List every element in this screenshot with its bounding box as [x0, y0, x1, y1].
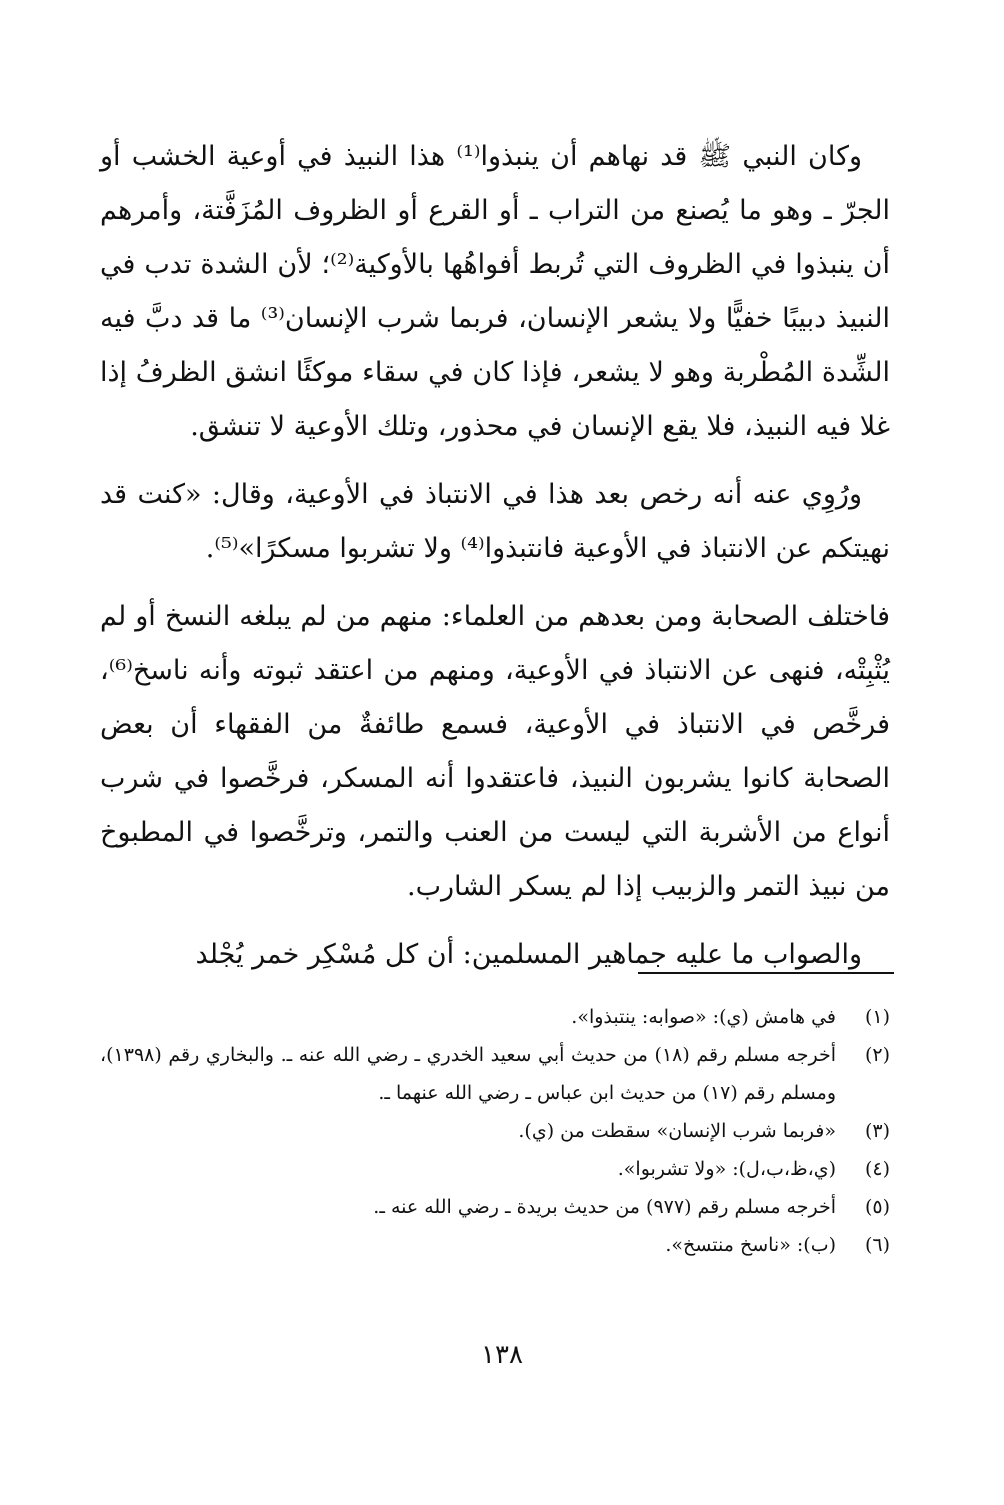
footnote-1 [100, 998, 890, 1036]
footnotes [100, 998, 890, 1264]
footnote-2 [100, 1036, 890, 1112]
footnote-text: أخرجه مسلم رقم (٩٧٧) من حديث بريدة ـ رضي الله عنه ـ. [373, 1196, 836, 1218]
footnote-5 [100, 1188, 890, 1226]
footnote-4 [100, 1150, 890, 1188]
main-text-body [100, 130, 890, 996]
footnote-text: أخرجه مسلم رقم (١٨) من حديث أبي سعيد الخدري ـ رضي الله عنه ـ. والبخاري رقم (١٣٩٨)، ومسلم رقم (١٧) من حديث ابن عباس ـ رضي الله عنهما ـ. [100, 1044, 836, 1104]
page-number: ١٣٨ [481, 1340, 523, 1370]
paragraph-2: ورُوِي عنه أنه رخص بعد هذا في الانتباذ في الأوعية، وقال: «كنت قد نهيتكم عن الانتباذ في الأوعية فانتبذوا⁽⁴⁾ ولا تشربوا مسكرًا»⁽⁵⁾. [100, 479, 890, 564]
footnote-3 [100, 1112, 890, 1150]
footnote-text: «فربما شرب الإنسان» سقطت من (ي). [518, 1120, 836, 1142]
paragraph-1: وكان النبي ﷺ قد نهاهم أن ينبذوا⁽¹⁾ هذا النبيذ في أوعية الخشب أو الجرّ ـ وهو ما يُصنع من التراب ـ أو القرع أو الظروف المُزَفَّتة، وأمرهم أن ينبذوا في الظروف التي تُربط أفواهُها بالأوكية⁽²⁾؛ لأن الشدة تدب في النبيذ دبيبًا خفيًّا ولا يشعر الإنسان، فربما شرب الإنسان⁽³⁾ ما قد دبَّ فيه الشِّدة المُطْربة وهو لا يشعر، فإذا كان في سقاء موكئًا انشق الظرفُ إذا غلا فيه النبيذ، فلا يقع الإنسان في محذور، وتلك الأوعية لا تنشق. [100, 141, 891, 442]
footnote-text: (ي،ظ،ب،ل): «ولا تشربوا». [617, 1158, 836, 1180]
footnote-separator [638, 972, 894, 974]
footnote-number: (١) [864, 1006, 890, 1028]
paragraph-4: والصواب ما عليه جماهير المسلمين: أن كل مُسْكِر خمر يُجْلد [195, 939, 862, 970]
footnote-number: (٢) [864, 1044, 890, 1066]
footnote-6 [100, 1226, 890, 1264]
footnote-text: في هامش (ي): «صوابه: ينتبذوا». [571, 1006, 836, 1028]
paragraph-3: فاختلف الصحابة ومن بعدهم من العلماء: منهم من لم يبلغه النسخ أو لم يُثْبِتْه، فنهى عن الانتباذ في الأوعية، ومنهم من اعتقد ثبوته وأنه ناسخ⁽⁶⁾، فرخَّص في الانتباذ في الأوعية، فسمع طائفةٌ من الفقهاء أن بعض الصحابة كانوا يشربون النبيذ، فاعتقدوا أنه المسكر، فرخَّصوا في شرب أنواع من الأشربة التي ليست من العنب والتمر، وترخَّصوا في المطبوخ من نبيذ التمر والزبيب إذا لم يسكر الشارب. [100, 601, 890, 902]
footnote-number: (٣) [864, 1120, 890, 1142]
footnote-number: (٦) [864, 1234, 890, 1256]
footnote-text: (ب): «ناسخ منتسخ». [665, 1234, 836, 1256]
footnote-number: (٤) [864, 1158, 890, 1180]
footnote-number: (٥) [864, 1196, 890, 1218]
